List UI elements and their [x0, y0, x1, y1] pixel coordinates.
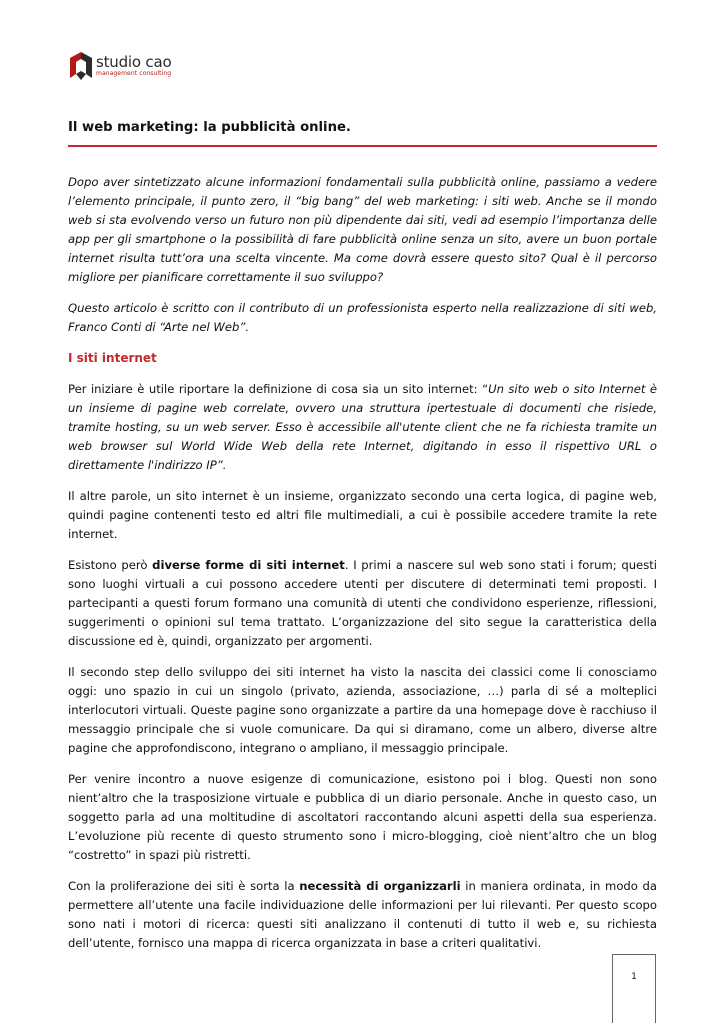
text-span: . I primi a nascere sul web sono stati i forum; questi sono luoghi virtuali a cui possono accedere utenti per discutere di determinati temi proposti. I partecipanti a questi forum formano una comunità di utenti che condividono esperienze, riflessioni, suggerimenti o opinioni sul tema trattato. L’organizzazione del sito segue la caratteristica della discussione ed è, quindi, organizzato per argomenti.: [68, 558, 657, 648]
body-paragraph: [68, 556, 657, 651]
company-logo: [68, 50, 171, 82]
bold-phrase: necessità di organizzarli: [299, 879, 461, 893]
page-number: 1: [631, 972, 637, 982]
article-body: [68, 173, 657, 965]
body-paragraph: Il secondo step dello sviluppo dei siti internet ha visto la nascita dei classici come li conosciamo oggi: uno spazio in cui un singolo (privato, azienda, associazione, …) parla di sé a molteplici interlocutori virtuali. Queste pagine sono organizzate a partire da una homepage dove è racchiuso il messaggio principale che si vuole comunicare. Da qui si diramano, come un albero, diverse altre pagine che approfondiscono, integrano o ampliano, il messaggio principale.: [68, 665, 657, 755]
text-span: in maniera ordinata, in modo da permettere all’utente una facile individuazione delle informazioni per lui rilevanti. Per questo scopo sono nati i motori di ricerca: questi siti analizzano il contenuti di tutto il web e, su richiesta dell’utente, fornisco una mappa di ricerca organizzata in base a criteri qualitativi.: [68, 879, 657, 950]
studio-cao-logo-mark-icon: [68, 50, 94, 82]
page-number-box: [612, 954, 656, 1023]
intro-paragraph: Questo articolo è scritto con il contributo di un professionista esperto nella realizzazione di siti web, Franco Conti di “Arte nel Web”.: [68, 301, 657, 334]
section-heading: I siti internet: [68, 351, 157, 365]
intro-paragraph: Dopo aver sintetizzato alcune informazioni fondamentali sulla pubblicità online, passiamo a vedere l’elemento principale, il punto zero, il “big bang” del web marketing: i siti web. Anche se il mondo web si sta evolvendo verso un futuro non più dipendente dai siti, vedi ad esempio l’importanza delle app per gli smartphone o la possibilità di fare pubblicità online senza un sito, avere un buon portale internet risulta tutt’ora una scelta vincente. Ma come dovrà essere questo sito? Qual è il percorso migliore per pianificare correttamente il suo sviluppo?: [68, 175, 657, 284]
text-span: Con la proliferazione dei siti è sorta la: [68, 879, 300, 893]
body-paragraph: [68, 877, 657, 953]
bold-phrase: diverse forme di siti internet: [152, 558, 345, 572]
title-divider: [68, 145, 657, 147]
text-span: Esistono però: [68, 558, 153, 572]
logo-tagline: management consulting: [96, 70, 172, 77]
definition-quote: Un sito web o sito Internet è un insieme di pagine web correlate, ovvero una struttura ipertestuale di documenti che risiede, tramite hosting, su un web server. Esso è accessibile all'utente client che ne fa richiesta tramite un web browser sul World Wide Web della rete Internet, digitando in esso il rispettivo URL o direttamente l'indirizzo IP”.: [68, 382, 658, 472]
body-paragraph: Per venire incontro a nuove esigenze di comunicazione, esistono poi i blog. Questi non sono nient’altro che la trasposizione virtuale e pubblica di un diario personale. Anche in questo caso, un soggetto parla ad una moltitudine di ascoltatori raccontando alcuni aspetti della sua esperienza. L’evoluzione più recente di questo strumento sono i micro-blogging, cioè nient’altro che un blog “costretto” in spazi più ristretti.: [68, 772, 657, 862]
definition-lead-in: Per iniziare è utile riportare la definizione di cosa sia un sito internet: “: [68, 382, 489, 396]
logo-name: studio cao: [96, 53, 172, 71]
page-title: Il web marketing: la pubblicità online.: [68, 120, 351, 135]
body-paragraph: Il altre parole, un sito internet è un insieme, organizzato secondo una certa logica, di pagine web, quindi pagine contenenti testo ed altri file multimediali, a cui è possibile accedere tramite la rete internet.: [68, 489, 657, 541]
body-paragraph: [68, 380, 657, 475]
